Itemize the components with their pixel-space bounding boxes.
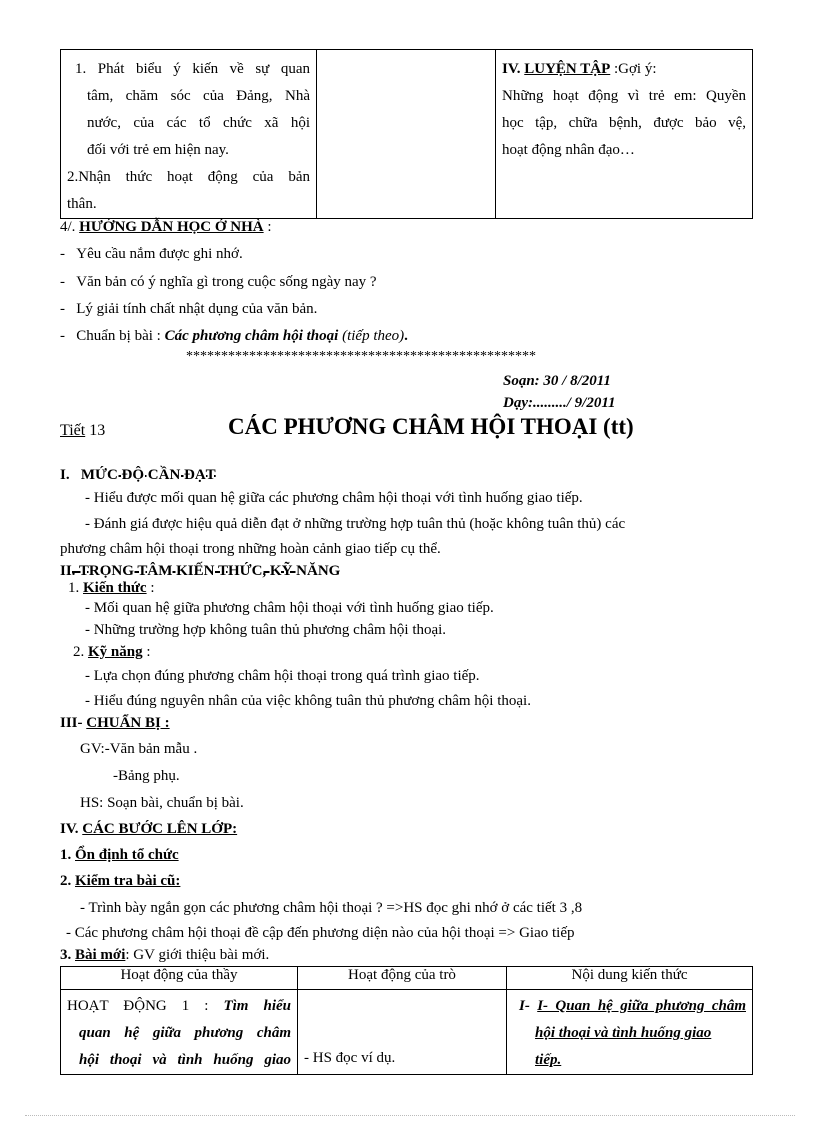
page-title: CÁC PHƯƠNG CHÂM HỘI THOẠI (tt) <box>228 414 634 439</box>
date-day: Dạy:........./ 9/2011 <box>503 395 616 411</box>
prep-line: GV:-Văn bản mẫu . <box>80 741 198 757</box>
date-soan: Soạn: 30 / 8/2011 <box>503 373 611 389</box>
activity-table <box>60 966 753 1075</box>
practice-heading: IV. LUYỆN TẬP <box>502 61 611 77</box>
prep-line: HS: Soạn bài, chuẩn bị bài. <box>80 795 244 811</box>
homework-item: - Yêu cầu nắm được ghi nhớ. <box>60 246 243 262</box>
section-1-line: - Đánh giá được hiệu quả diễn đạt ở những trường hợp tuân thủ (hoặc không tuân thủ) các <box>85 516 626 532</box>
top-cell-line: đối với trẻ em hiện nay. <box>87 142 229 158</box>
step-2-line: - Các phương châm hội thoại đề cập đến phương diện nào của hội thoại => Giao tiếp <box>66 925 575 941</box>
top-cell-line: học tập, chữa bệnh, được bảo vệ, <box>502 115 746 131</box>
top-cell-line: hoạt động nhân đạo… <box>502 142 635 158</box>
section-1-heading: I. MỨC ĐỘ CẦN ĐẠT <box>60 467 216 483</box>
section-2-heading: II. TRỌNG TÂM KIẾN THỨC, KỸ NĂNG <box>60 563 341 579</box>
student-activity-cell <box>298 990 507 1075</box>
step-3: 3. Bài mới: GV giới thiệu bài mới. <box>60 947 270 963</box>
teacher-activity-cell <box>61 990 298 1075</box>
top-table-cell-2 <box>317 50 496 219</box>
section-1-line: phương châm hội thoại trong những hoàn cảnh giao tiếp cụ thể. <box>60 541 441 557</box>
top-table <box>60 49 753 219</box>
teacher-line: quan hệ giữa phương châm <box>79 1025 291 1041</box>
prep-line: -Bảng phụ. <box>113 768 180 784</box>
section-4-heading: IV. CÁC BƯỚC LÊN LỚP: <box>60 821 238 837</box>
top-cell-line: 1. Phát biểu ý kiến về sự quan <box>75 61 310 77</box>
content-cell <box>507 990 753 1075</box>
top-table-cell-1 <box>61 50 317 219</box>
teacher-line: hội thoại và tình huống giao <box>79 1052 291 1068</box>
homework-prep: - Chuẩn bị bài : Các phương châm hội thoại (tiếp theo). <box>60 328 408 344</box>
step-2: 2. Kiểm tra bài cũ: <box>60 873 181 889</box>
skills-heading: 2. Kỹ năng : <box>73 644 151 660</box>
separator: ************************************************** <box>186 349 536 364</box>
section-1-line: - Hiểu được mối quan hệ giữa các phương châm hội thoại với tình huống giao tiếp. <box>85 490 583 506</box>
homework-item: - Lý giải tính chất nhật dụng của văn bản. <box>60 301 318 317</box>
student-line: - HS đọc ví dụ. <box>304 1050 396 1066</box>
step-1: 1. Ổn định tổ chức <box>60 847 179 863</box>
knowledge-line: - Mối quan hệ giữa phương châm hội thoại với tình huống giao tiếp. <box>85 600 494 616</box>
section-3-heading: III- CHUẨN BỊ : <box>60 715 170 731</box>
top-cell-line: tâm, chăm sóc của Đảng, Nhà <box>87 88 310 104</box>
knowledge-heading: 1. Kiến thức : <box>68 580 155 596</box>
top-table-cell-3 <box>496 50 753 219</box>
lesson-number: Tiết 13 <box>60 422 106 439</box>
step-2-line: - Trình bày ngắn gọn các phương châm hội thoại ? =>HS đọc ghi nhớ ở các tiết 3 ,8 <box>80 900 583 916</box>
col-header-teacher: Hoạt động của thầy <box>61 967 298 990</box>
page-bottom-rule <box>25 1115 795 1116</box>
col-header-student: Hoạt động của trò <box>298 967 507 990</box>
homework-heading: 4/. HƯỚNG DẪN HỌC Ở NHÀ : <box>60 219 272 235</box>
content-line: I- I- Quan hệ giữa phương châm <box>519 998 746 1014</box>
homework-item: - Văn bản có ý nghĩa gì trong cuộc sống ngày nay ? <box>60 274 377 290</box>
top-cell-line: nước, của các tổ chức xã hội <box>87 115 310 131</box>
top-cell-line: thân. <box>67 196 97 212</box>
skills-line: - Lựa chọn đúng phương châm hội thoại trong quá trình giao tiếp. <box>85 668 480 684</box>
top-cell-line: 2.Nhận thức hoạt động của bản <box>67 169 310 185</box>
content-line: hội thoại và tình huống giao <box>535 1025 712 1041</box>
top-cell-line: Những hoạt động vì trẻ em: Quyền <box>502 88 746 104</box>
col-header-content: Nội dung kiến thức <box>507 967 753 990</box>
content-line: tiếp. <box>535 1052 562 1068</box>
knowledge-line: - Những trường hợp không tuân thủ phương châm hội thoại. <box>85 622 447 638</box>
practice-heading-line: IV. LUYỆN TẬP :Gợi ý: <box>502 61 657 77</box>
teacher-line: HOẠT ĐỘNG 1 : Tìm hiểu <box>67 998 291 1014</box>
skills-line: - Hiểu đúng nguyên nhân của việc không tuân thủ phương châm hội thoại. <box>85 693 531 709</box>
